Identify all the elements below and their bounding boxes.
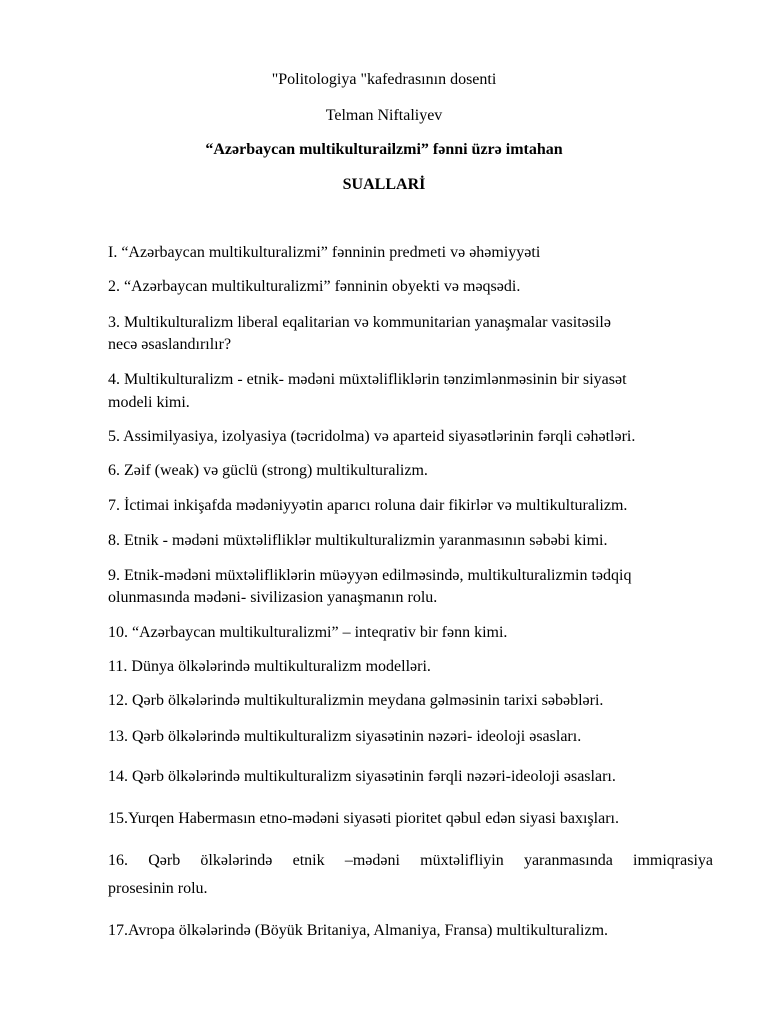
question-9-line-1: 9. Etnik-mədəni müxtəlifliklərin müəyyən edilməsində, multikulturalizmin tədqiq [108,567,632,584]
question-2: 2. “Azərbaycan multikulturalizmi” fənninin obyekti və məqsədi. [108,278,521,295]
question-8: 8. Etnik - mədəni müxtəlifliklər multikulturalizmin yaranmasının səbəbi kimi. [108,532,608,549]
question-10: 10. “Azərbaycan multikulturalizmi” – inteqrativ bir fənn kimi. [108,624,508,641]
question-11: 11. Dünya ölkələrində multikulturalizm modelləri. [108,658,431,675]
question-15: 15.Yurqen Habermasın etno-mədəni siyasəti pioritet qəbul edən siyasi baxışları. [108,810,619,827]
question-17: 17.Avropa ölkələrində (Böyük Britaniya, Almaniya, Fransa) multikulturalizm. [108,922,609,939]
department-line: "Politologiya "kafedrasının dosenti [271,71,497,88]
question-16-line-2: prosesinin rolu. [108,880,208,897]
question-3-line-1: 3. Multikulturalizm liberal eqalitarian və kommunitarian yanaşmalar vasitəsilə [108,314,611,331]
question-6: 6. Zəif (weak) və güclü (strong) multikulturalizm. [108,462,428,479]
question-12: 12. Qərb ölkələrində multikulturalizmin meydana gəlməsinin tarixi səbəbləri. [108,692,604,709]
question-4-line-2: modeli kimi. [108,394,190,411]
question-14: 14. Qərb ölkələrində multikulturalizm siyasətinin fərqli nəzəri-ideoloji əsasları. [108,768,616,785]
question-3-line-2: necə əsaslandırılır? [108,336,232,353]
question-16-line-1: 16. Qərb ölkələrində etnik –mədəni müxtəlifliyin yaranmasında immiqrasiya [108,852,713,869]
author-name: Telman Niftaliyev [325,107,443,124]
question-13: 13. Qərb ölkələrində multikulturalizm siyasətinin nəzəri- ideoloji əsasları. [108,728,582,745]
subject-heading: “Azərbaycan multikulturailzmi” fənni üzrə imtahan [205,141,563,158]
question-7: 7. İctimai inkişafda mədəniyyətin aparıcı roluna dair fikirlər və multikulturalizm. [108,497,628,514]
question-5: 5. Assimilyasiya, izolyasiya (təcridolma) və aparteid siyasətlərinin fərqli cəhətləri. [108,428,636,445]
question-1: I. “Azərbaycan multikulturalizmi” fənninin predmeti və əhəmiyyəti [108,244,541,261]
page-title: SUALLARİ [342,176,426,193]
question-4-line-1: 4. Multikulturalizm - etnik- mədəni müxtəlifliklərin tənzimlənməsinin bir siyasət [108,371,627,388]
question-9-line-2: olunmasında mədəni- sivilizasion yanaşmanın rolu. [108,589,438,606]
